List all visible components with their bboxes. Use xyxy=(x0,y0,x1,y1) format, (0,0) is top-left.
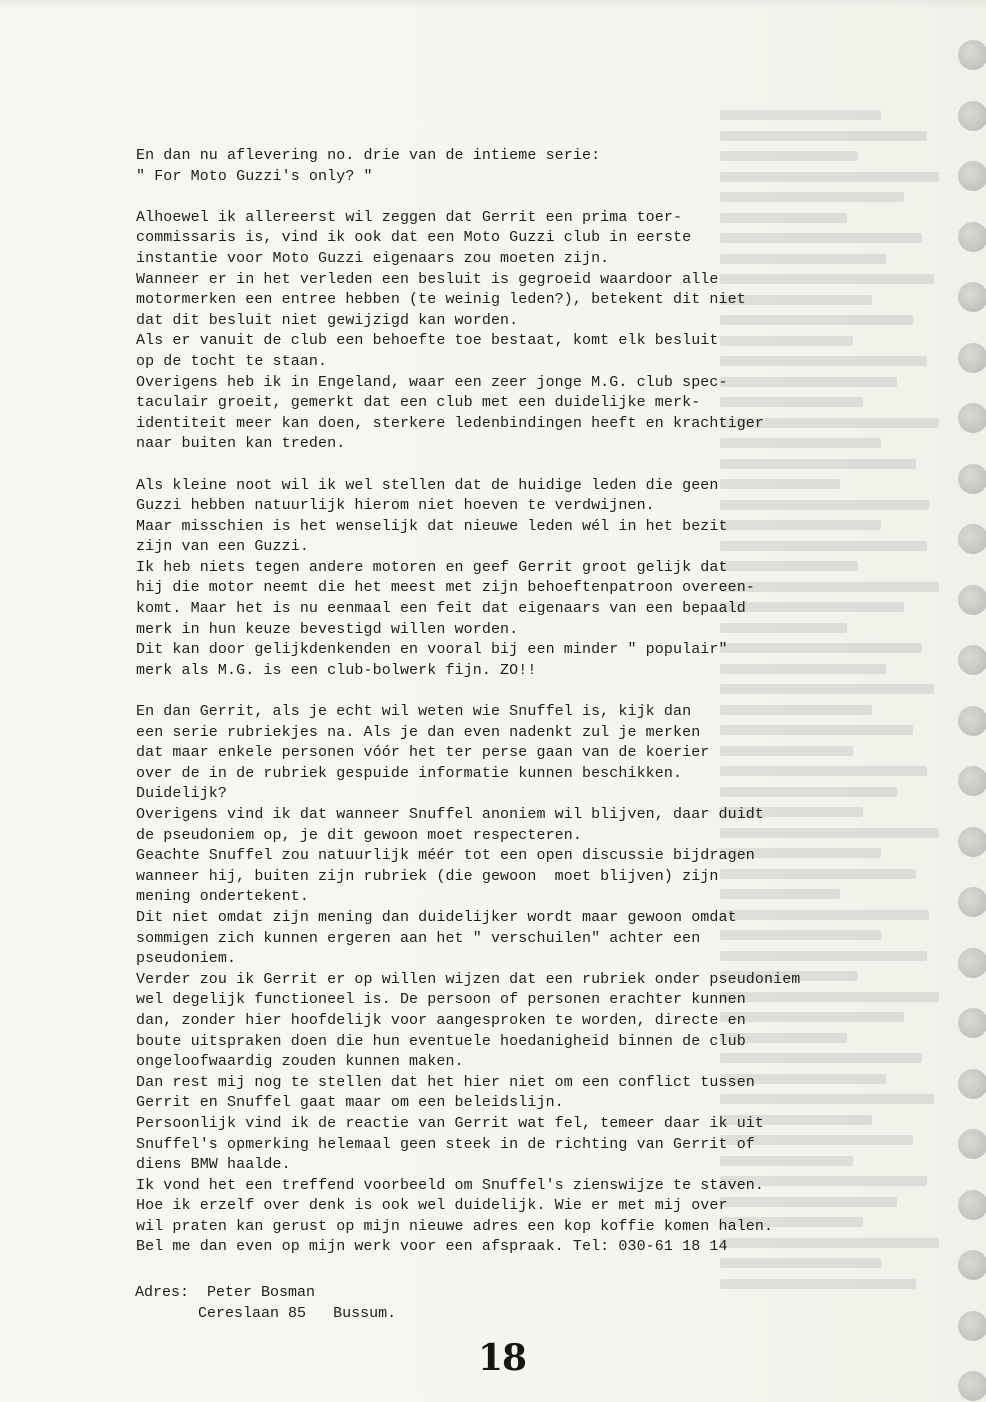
text-line: Overigens heb ik in Engeland, waar een zeer jonge M.G. club spec- xyxy=(136,373,728,391)
address-city: Bussum. xyxy=(333,1305,397,1322)
address-street: Cereslaan 85 xyxy=(198,1305,307,1322)
binder-hole xyxy=(958,1069,986,1099)
binder-hole xyxy=(958,101,986,131)
binder-hole xyxy=(958,585,986,615)
text-line: op de tocht te staan. xyxy=(136,352,328,370)
text-line: wanneer hij, buiten zijn rubriek (die gewoon moet blijven) zijn xyxy=(136,867,719,885)
text-line: Guzzi hebben natuurlijk hierom niet hoeven te verdwijnen. xyxy=(136,497,655,515)
binder-hole xyxy=(958,948,986,978)
text-line: merk als M.G. is een club-bolwerk fijn. ZO!! xyxy=(136,661,537,679)
binder-hole xyxy=(958,1129,986,1159)
binder-holes xyxy=(958,40,986,1402)
text-line: Bel me dan even op mijn werk voor een afspraak. Tel: 030-61 18 14 xyxy=(136,1238,728,1256)
binder-hole xyxy=(958,706,986,736)
binder-hole xyxy=(958,766,986,796)
text-line: boute uitspraken doen die hun eventuele hoedanigheid binnen de club xyxy=(136,1032,746,1050)
text-line: wel degelijk functioneel is. De persoon of personen erachter kunnen xyxy=(136,991,746,1009)
sender-address xyxy=(135,1282,396,1324)
binder-hole xyxy=(958,1250,986,1280)
text-line: commissaris is, vind ik ook dat een Moto Guzzi club in eerste xyxy=(136,229,692,247)
text-line: dan, zonder hier hoofdelijk voor aangesproken te worden, directe en xyxy=(136,1011,746,1029)
binder-hole xyxy=(958,1008,986,1038)
text-line: diens BMW haalde. xyxy=(136,1156,291,1174)
paragraph-gap xyxy=(136,681,956,702)
ghost-line xyxy=(720,131,927,141)
binder-hole xyxy=(958,343,986,373)
text-line: Dit niet omdat zijn mening dan duidelijker wordt maar gewoon omdat xyxy=(136,908,737,926)
paragraph-gap xyxy=(136,187,956,208)
text-line: een serie rubriekjes na. Als je dan even nadenkt zul je merken xyxy=(136,723,701,741)
text-line: Dit kan door gelijkdenkenden en vooral bij een minder " populair" xyxy=(136,641,728,659)
text-line: dat dit besluit niet gewijzigd kan worden. xyxy=(136,311,519,329)
text-line: Verder zou ik Gerrit er op willen wijzen dat een rubriek onder pseudoniem xyxy=(136,970,801,988)
text-line: Persoonlijk vind ik de reactie van Gerrit wat fel, temeer daar ik uit xyxy=(136,1114,765,1132)
page-number: 18 xyxy=(478,1337,527,1379)
text-line: mening ondertekent. xyxy=(136,888,309,906)
paragraph-gap xyxy=(136,455,956,476)
text-line: Snuffel's opmerking helemaal geen steek in de richting van Gerrit of xyxy=(136,1135,755,1153)
text-line: Als kleine noot wil ik wel stellen dat de huidige leden die geen xyxy=(136,476,719,494)
text-line: komt. Maar het is nu eenmaal een feit dat eigenaars van een bepaald xyxy=(136,600,746,618)
text-line: hij die motor neemt die het meest met zijn behoeftenpatroon overeen- xyxy=(136,579,755,597)
binder-hole xyxy=(958,645,986,675)
text-line: sommigen zich kunnen ergeren aan het " verschuilen" achter een xyxy=(136,929,701,947)
letter-body xyxy=(136,146,956,1258)
text-line: Gerrit en Snuffel gaat maar om een beleidslijn. xyxy=(136,1094,564,1112)
binder-hole xyxy=(958,161,986,191)
text-line: naar buiten kan treden. xyxy=(136,435,346,453)
text-line: Ik vond het een treffend voorbeeld om Snuffel's zienswijze te staven. xyxy=(136,1176,765,1194)
address-label: Adres: xyxy=(135,1284,190,1301)
text-line: Overigens vind ik dat wanneer Snuffel anoniem wil blijven, daar duidt xyxy=(136,806,765,823)
text-line: dat maar enkele personen vóór het ter perse gaan van de koerier xyxy=(136,744,710,762)
text-line: taculair groeit, gemerkt dat een club met een duidelijke merk- xyxy=(136,394,701,412)
text-line: Hoe ik erzelf over denk is ook wel duidelijk. Wie er met mij over xyxy=(136,1197,728,1215)
ghost-line xyxy=(720,110,881,120)
text-line: pseudoniem. xyxy=(136,950,237,968)
binder-hole xyxy=(958,524,986,554)
binder-hole xyxy=(958,1371,986,1401)
text-line: motormerken een entree hebben (te weinig leden?), betekent dit niet xyxy=(136,291,746,309)
text-line: En dan Gerrit, als je echt wil weten wie Snuffel is, kijk dan xyxy=(136,703,692,721)
text-line: " For Moto Guzzi's only? " xyxy=(136,167,373,185)
text-line: En dan nu aflevering no. drie van de intieme serie: xyxy=(136,147,601,164)
text-line: zijn van een Guzzi. xyxy=(136,538,309,556)
text-line: merk in hun keuze bevestigd willen worden. xyxy=(136,620,519,638)
text-line: Geachte Snuffel zou natuurlijk méér tot een open discussie bijdragen xyxy=(136,847,755,865)
text-line: Ik heb niets tegen andere motoren en geef Gerrit groot gelijk dat xyxy=(136,558,728,576)
address-line-street xyxy=(135,1303,396,1324)
address-line-name xyxy=(135,1282,396,1303)
paragraph xyxy=(136,702,956,1258)
binder-hole xyxy=(958,282,986,312)
binder-hole xyxy=(958,403,986,433)
paragraph xyxy=(136,476,956,682)
binder-hole xyxy=(958,827,986,857)
binder-hole xyxy=(958,1311,986,1341)
text-line: Alhoewel ik allereerst wil zeggen dat Gerrit een prima toer- xyxy=(136,208,683,226)
binder-hole xyxy=(958,464,986,494)
address-name: Peter Bosman xyxy=(207,1284,316,1301)
binder-hole xyxy=(958,40,986,70)
ghost-line xyxy=(720,1258,881,1268)
text-line: ongeloofwaardig zouden kunnen maken. xyxy=(136,1053,464,1071)
binder-hole xyxy=(958,222,986,252)
binder-hole xyxy=(958,1190,986,1220)
paragraph xyxy=(136,146,956,187)
paper-top-edge xyxy=(0,0,986,8)
paragraph xyxy=(136,208,956,455)
text-line: Als er vanuit de club een behoefte toe bestaat, komt elk besluit xyxy=(136,332,719,350)
text-line: Maar misschien is het wenselijk dat nieuwe leden wél in het bezit xyxy=(136,517,728,535)
text-line: Dan rest mij nog te stellen dat het hier niet om een conflict tussen xyxy=(136,1073,755,1091)
text-line: instantie voor Moto Guzzi eigenaars zou moeten zijn. xyxy=(136,249,610,267)
text-line: de pseudoniem op, je dit gewoon moet respecteren. xyxy=(136,826,582,844)
text-line: identiteit meer kan doen, sterkere ledenbindingen heeft en krachtiger xyxy=(136,414,765,432)
text-line: Duidelijk? xyxy=(136,785,228,803)
ghost-line xyxy=(720,1279,916,1289)
binder-hole xyxy=(958,887,986,917)
text-line: wil praten kan gerust op mijn nieuwe adres een kop koffie komen halen. xyxy=(136,1217,774,1235)
text-line: over de in de rubriek gespuide informatie kunnen beschikken. xyxy=(136,764,683,782)
text-line: Wanneer er in het verleden een besluit is gegroeid waardoor alle xyxy=(136,270,719,288)
